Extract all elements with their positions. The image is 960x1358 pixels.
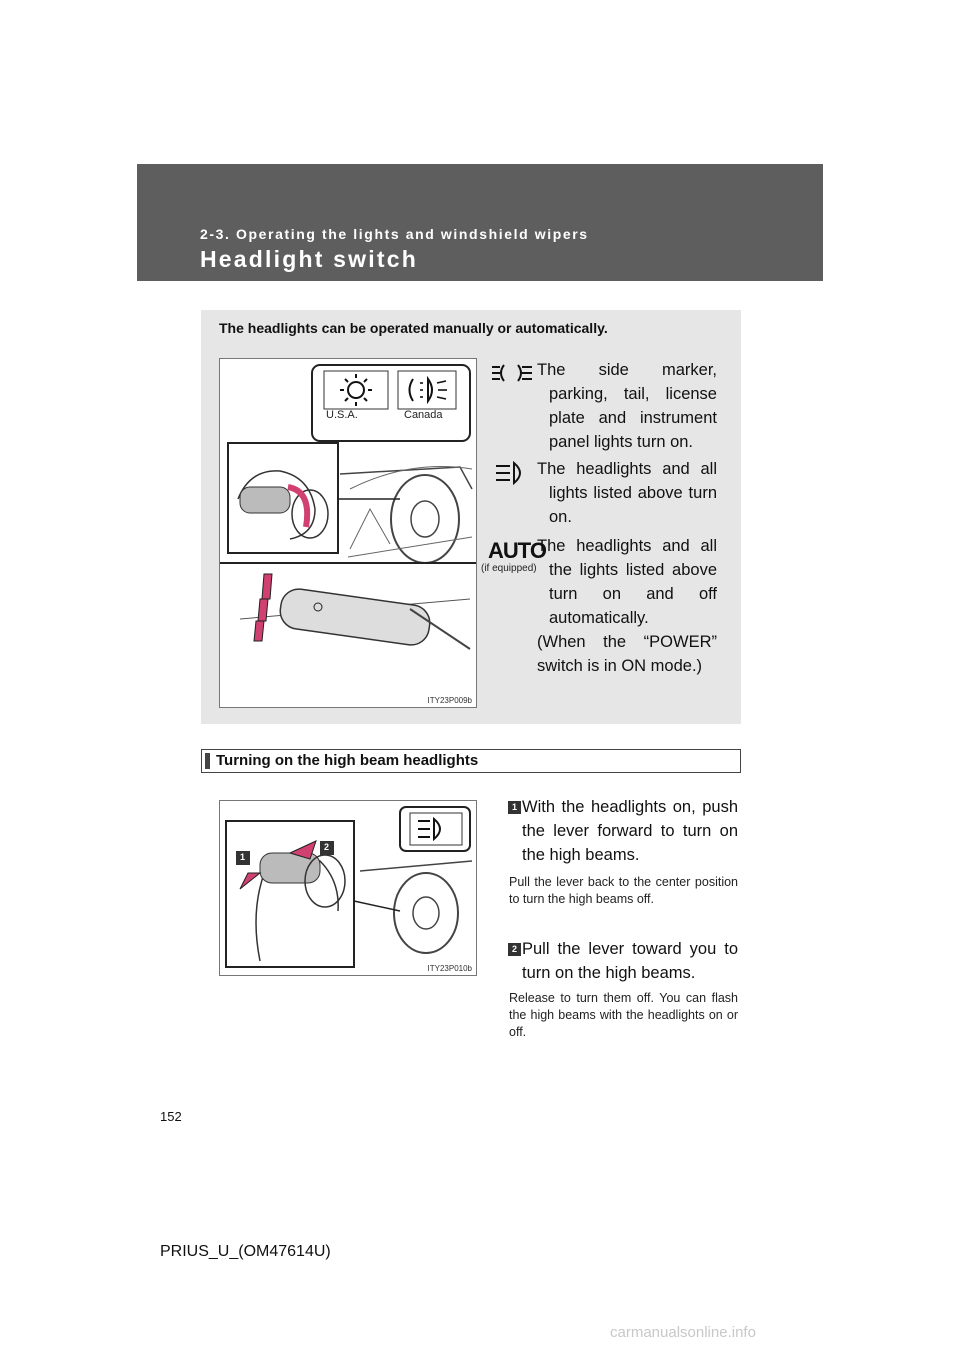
auto-icon: AUTO [488,538,546,563]
figure-marker-1: 1 [240,852,246,862]
figure-marker-2: 2 [324,842,330,852]
mode-description: The headlights and all lights listed above turn on. [537,460,717,526]
watermark: carmanualsonline.info [610,1324,756,1341]
if-equipped-note: (if equipped) [481,563,537,574]
step-number: 1 [508,801,521,814]
mode-condition: (When the “POWER” switch is in ON mode.) [537,633,717,675]
section-label: 2-3. Operating the lights and windshield wipers [200,226,589,242]
step-text: With the headlights on, push the lever forward to turn on the high beams. [522,798,738,864]
high-beam-illustration [220,801,476,975]
step-note: Release to turn them off. You can flash the high beams with the headlights on or off. [509,991,738,1039]
figure-code: ITY23P009b [427,696,472,705]
mode-description: The side marker, parking, tail, license plate and instrument panel lights turn on. [537,361,717,451]
mode-description: The headlights and all the lights listed above turn on and off automatically. [537,537,717,627]
step-note: Pull the lever back to the center position to turn the high beams off. [509,875,738,906]
canada-label: Canada [404,409,443,421]
step-text: Pull the lever toward you to turn on the high beams. [522,940,738,982]
usa-label: U.S.A. [326,409,358,421]
page-number: 152 [160,1109,182,1124]
step-number: 2 [508,943,521,956]
headlights-icon [492,460,534,486]
section-heading [201,749,741,773]
model-code: PRIUS_U_(OM47614U) [160,1243,331,1260]
side-marker-lights-icon [490,360,536,386]
page-title: Headlight switch [200,246,418,272]
high-beam-figure [219,800,477,976]
headlight-switch-figure [219,358,477,708]
section-heading-text: Turning on the high beam headlights [216,752,479,769]
figure-code: ITY23P010b [427,964,472,973]
chapter-header [137,164,823,281]
intro-text: The headlights can be operated manually or automatically. [219,320,608,336]
heading-bar [205,753,210,769]
